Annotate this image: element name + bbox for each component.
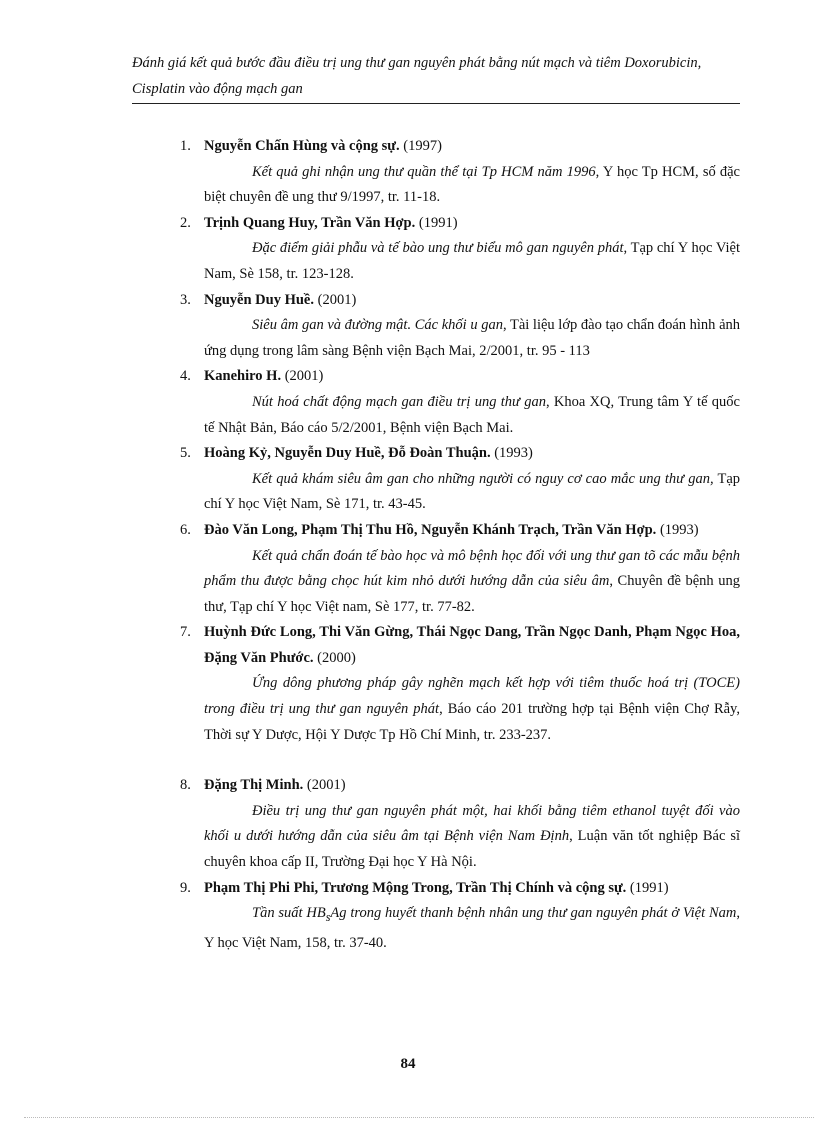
reference-body [180,236,740,287]
reference-title: Nút hoá chất động mạch gan điều trị ung thư gan [252,393,546,410]
reference-number: 2. [180,214,191,231]
reference-details: , Khoa XQ, Trung tâm Y tế quốc tế Nhật Bản, Báo cáo 5/2/2001, Bệnh viện Bạch Mai. [204,393,740,436]
reference-body [180,390,740,441]
reference-authors-line [180,364,740,390]
reference-title-start: Tần suất HB [252,905,326,922]
reference-authors: Đặng Thị Minh. [204,777,304,794]
reference-item-3 [180,288,740,365]
reference-year: (1997) [399,138,442,154]
reference-details: , Báo cáo 201 trường hợp tại Bệnh viện Chợ Rẫy, Thời sự Y Dược, Hội Y Dược Tp Hồ Chí Minh, tr. 233-237. [204,701,740,743]
reference-item-1 [180,134,740,211]
reference-details: , Chuyên đề bệnh ung thư, Tạp chí Y học Việt nam, Sè 177, tr. 77-82. [204,573,740,615]
reference-year: (2001) [281,368,324,385]
reference-item-9 [180,876,740,957]
page-bottom-divider [24,1117,814,1118]
reference-title: Kết quả ghi nhận ung thư quần thể tại Tp HCM năm 1996 [252,163,596,180]
reference-details: , Tạp chí Y học Việt Nam, Sè 158, tr. 123-128. [204,240,740,282]
reference-year: (2001) [313,291,357,308]
reference-authors-line [180,518,740,544]
reference-authors-line [180,876,740,902]
reference-authors: Huỳnh Đức Long, Thi Văn Gừng, Thái Ngọc Dang, Trần Ngọc Danh, Phạm Ngọc Hoa, Đặng Văn Phước. [204,624,740,666]
reference-authors-line [180,773,740,799]
reference-item-6 [180,518,740,620]
reference-authors-line [180,211,740,237]
reference-year: (2000) [313,649,356,666]
reference-authors: Nguyễn Chấn Hùng và cộng sự. [204,138,400,154]
reference-title: Kết quả khám siêu âm gan cho những người có nguy cơ cao mắc ung thư gan, [252,470,714,487]
reference-number: 7. [180,624,191,641]
reference-authors: Đào Văn Long, Phạm Thị Thu Hồ, Nguyễn Khánh Trạch, Trần Văn Hợp. [204,521,657,538]
reference-details: , Luận văn tốt nghiệp Bác sĩ chuyên khoa cấp II, Trường Đại học Y Hà Nội. [204,828,741,871]
reference-year: (1991) [415,214,458,231]
reference-authors: Nguyễn Duy Huề. [204,291,314,308]
reference-authors: Trịnh Quang Huy, Trần Văn Hợp. [204,214,416,231]
reference-number: 9. [180,879,191,896]
reference-item-4 [180,364,740,441]
reference-body [180,901,740,956]
reference-authors: Kanehiro H. [204,368,282,385]
reference-number: 3. [180,291,191,308]
reference-spacer [180,748,740,773]
reference-item-7 [180,620,740,748]
reference-body [180,544,740,621]
reference-number: 8. [180,777,191,794]
reference-title: Điều trị ung thư gan nguyên phát một, hai khối bằng tiêm ethanol tuyệt đối vào khối u dưới hướng dẫn của siêu âm tại Bệnh viện Nam Định [204,802,740,845]
reference-authors-line [180,620,740,671]
reference-authors-line [180,441,740,467]
reference-body [180,467,740,518]
running-header: Đánh giá kết quả bước đầu điều trị ung thư gan nguyên phát bằng nút mạch và tiêm Doxorubicin, Cisplatin vào động mạch gan [132,55,702,97]
reference-title: Đặc điểm giải phẫu và tế bào ung thư biểu mô gan nguyên phát [252,240,624,257]
reference-year: (1991) [626,879,669,896]
reference-number: 1. [180,138,191,154]
reference-body [180,799,740,876]
reference-list [180,134,740,956]
reference-number: 6. [180,521,191,538]
reference-details: , Tài liệu lớp đào tạo chẩn đoán hình ảnh ứng dụng trong lâm sàng Bệnh viện Bạch Mai, 2/2001, tr. 95 - 113 [204,317,741,359]
reference-body [180,313,740,364]
reference-details: Tạp chí Y học Việt Nam, Sè 171, tr. 43-45. [204,470,740,513]
reference-title [252,905,737,925]
reference-item-2 [180,211,740,288]
reference-item-8 [180,773,740,875]
reference-year: (1993) [656,521,699,538]
reference-body [180,160,740,211]
reference-body [180,671,740,748]
reference-number: 4. [180,368,191,385]
reference-number: 5. [180,445,191,462]
reference-authors-line [180,134,740,160]
reference-authors: Hoàng Kỷ, Nguyễn Duy Huề, Đỗ Đoàn Thuận. [204,445,491,462]
reference-title: Kết quả chẩn đoán tế bào học và mô bệnh học đối với ung thư gan tõ các mẫu bệnh phẩm thu được bằng chọc hút kim nhỏ dưới hướng dẫn của siêu âm [204,547,740,590]
reference-authors-line [180,288,740,314]
header-rule [132,103,740,104]
reference-authors: Phạm Thị Phi Phi, Trương Mộng Trong, Trần Thị Chính và cộng sự. [204,879,627,896]
reference-details: , Y học Tp HCM, số đặc biệt chuyên đề ung thư 9/1997, tr. 11-18. [204,163,740,206]
reference-year: (1993) [490,445,533,462]
reference-title: Ứng dông phương pháp gây nghẽn mạch kết hợp với tiêm thuốc hoá trị (TOCE) trong điều trị ung thư gan nguyên phát [204,675,740,718]
reference-title-end: Ag trong huyết thanh bệnh nhân ung thư gan nguyên phát ở Việt Nam [330,905,737,922]
reference-title: Siêu âm gan và đường mật. Các khối u gan [252,317,503,334]
reference-item-5 [180,441,740,518]
reference-details: , Y học Việt Nam, 158, tr. 37-40. [204,905,740,951]
reference-year: (2001) [303,777,346,794]
reference-title-subscript: s [325,910,331,925]
page-number: 84 [400,1056,416,1072]
